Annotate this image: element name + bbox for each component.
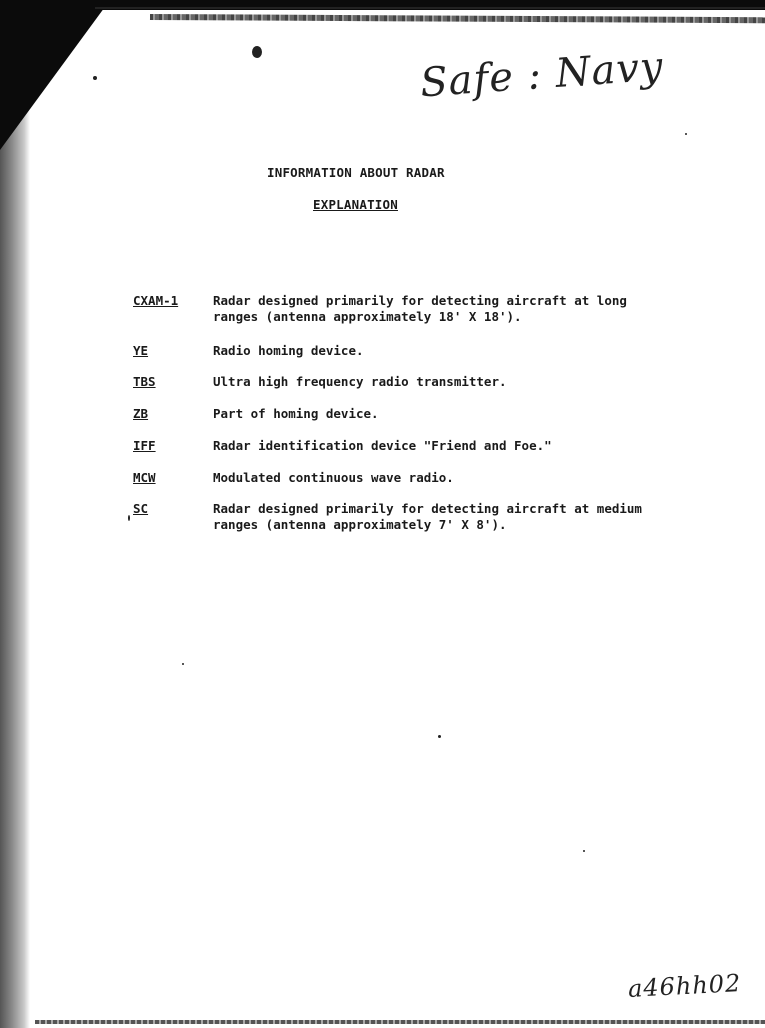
ink-blot — [252, 46, 262, 58]
paper-top-edge — [150, 14, 765, 23]
speck — [583, 850, 585, 852]
glossary-term: TBS — [133, 374, 156, 389]
glossary-term: ZB — [133, 406, 149, 421]
glossary-term: MCW — [133, 470, 156, 485]
document-subtitle: EXPLANATION — [313, 197, 398, 212]
scan-background-left — [0, 0, 30, 1028]
glossary-term: CXAM-1 — [133, 293, 179, 308]
glossary-definition: Ultra high frequency radio transmitter. — [213, 374, 507, 389]
speck — [685, 133, 687, 135]
glossary-definition: Part of homing device. — [213, 406, 379, 421]
speck — [182, 663, 184, 665]
handwritten-catalog-number: a46hh02 — [627, 969, 742, 1003]
glossary-term: IFF — [133, 438, 156, 453]
glossary-definition: Radar designed primarily for detecting aircraft at medium ranges (antenna approximately 7' X 8'). — [213, 501, 642, 532]
top-edge-line — [95, 7, 765, 9]
glossary-term: SC — [133, 501, 149, 516]
glossary-definition: Radar identification device "Friend and Foe." — [213, 438, 552, 453]
document-title: INFORMATION ABOUT RADAR — [267, 165, 445, 180]
paper-bottom-edge — [35, 1020, 765, 1024]
handwritten-classification: Safe : Navy — [418, 43, 665, 107]
glossary-definition: Radar designed primarily for detecting aircraft at long ranges (antenna approximately 18' X 18'). — [213, 293, 627, 324]
speck — [438, 735, 441, 738]
speck — [128, 515, 130, 521]
glossary-term: YE — [133, 343, 149, 358]
speck — [93, 76, 97, 80]
folded-corner — [0, 0, 110, 150]
glossary-definition: Radio homing device. — [213, 343, 364, 358]
glossary-definition: Modulated continuous wave radio. — [213, 470, 454, 485]
